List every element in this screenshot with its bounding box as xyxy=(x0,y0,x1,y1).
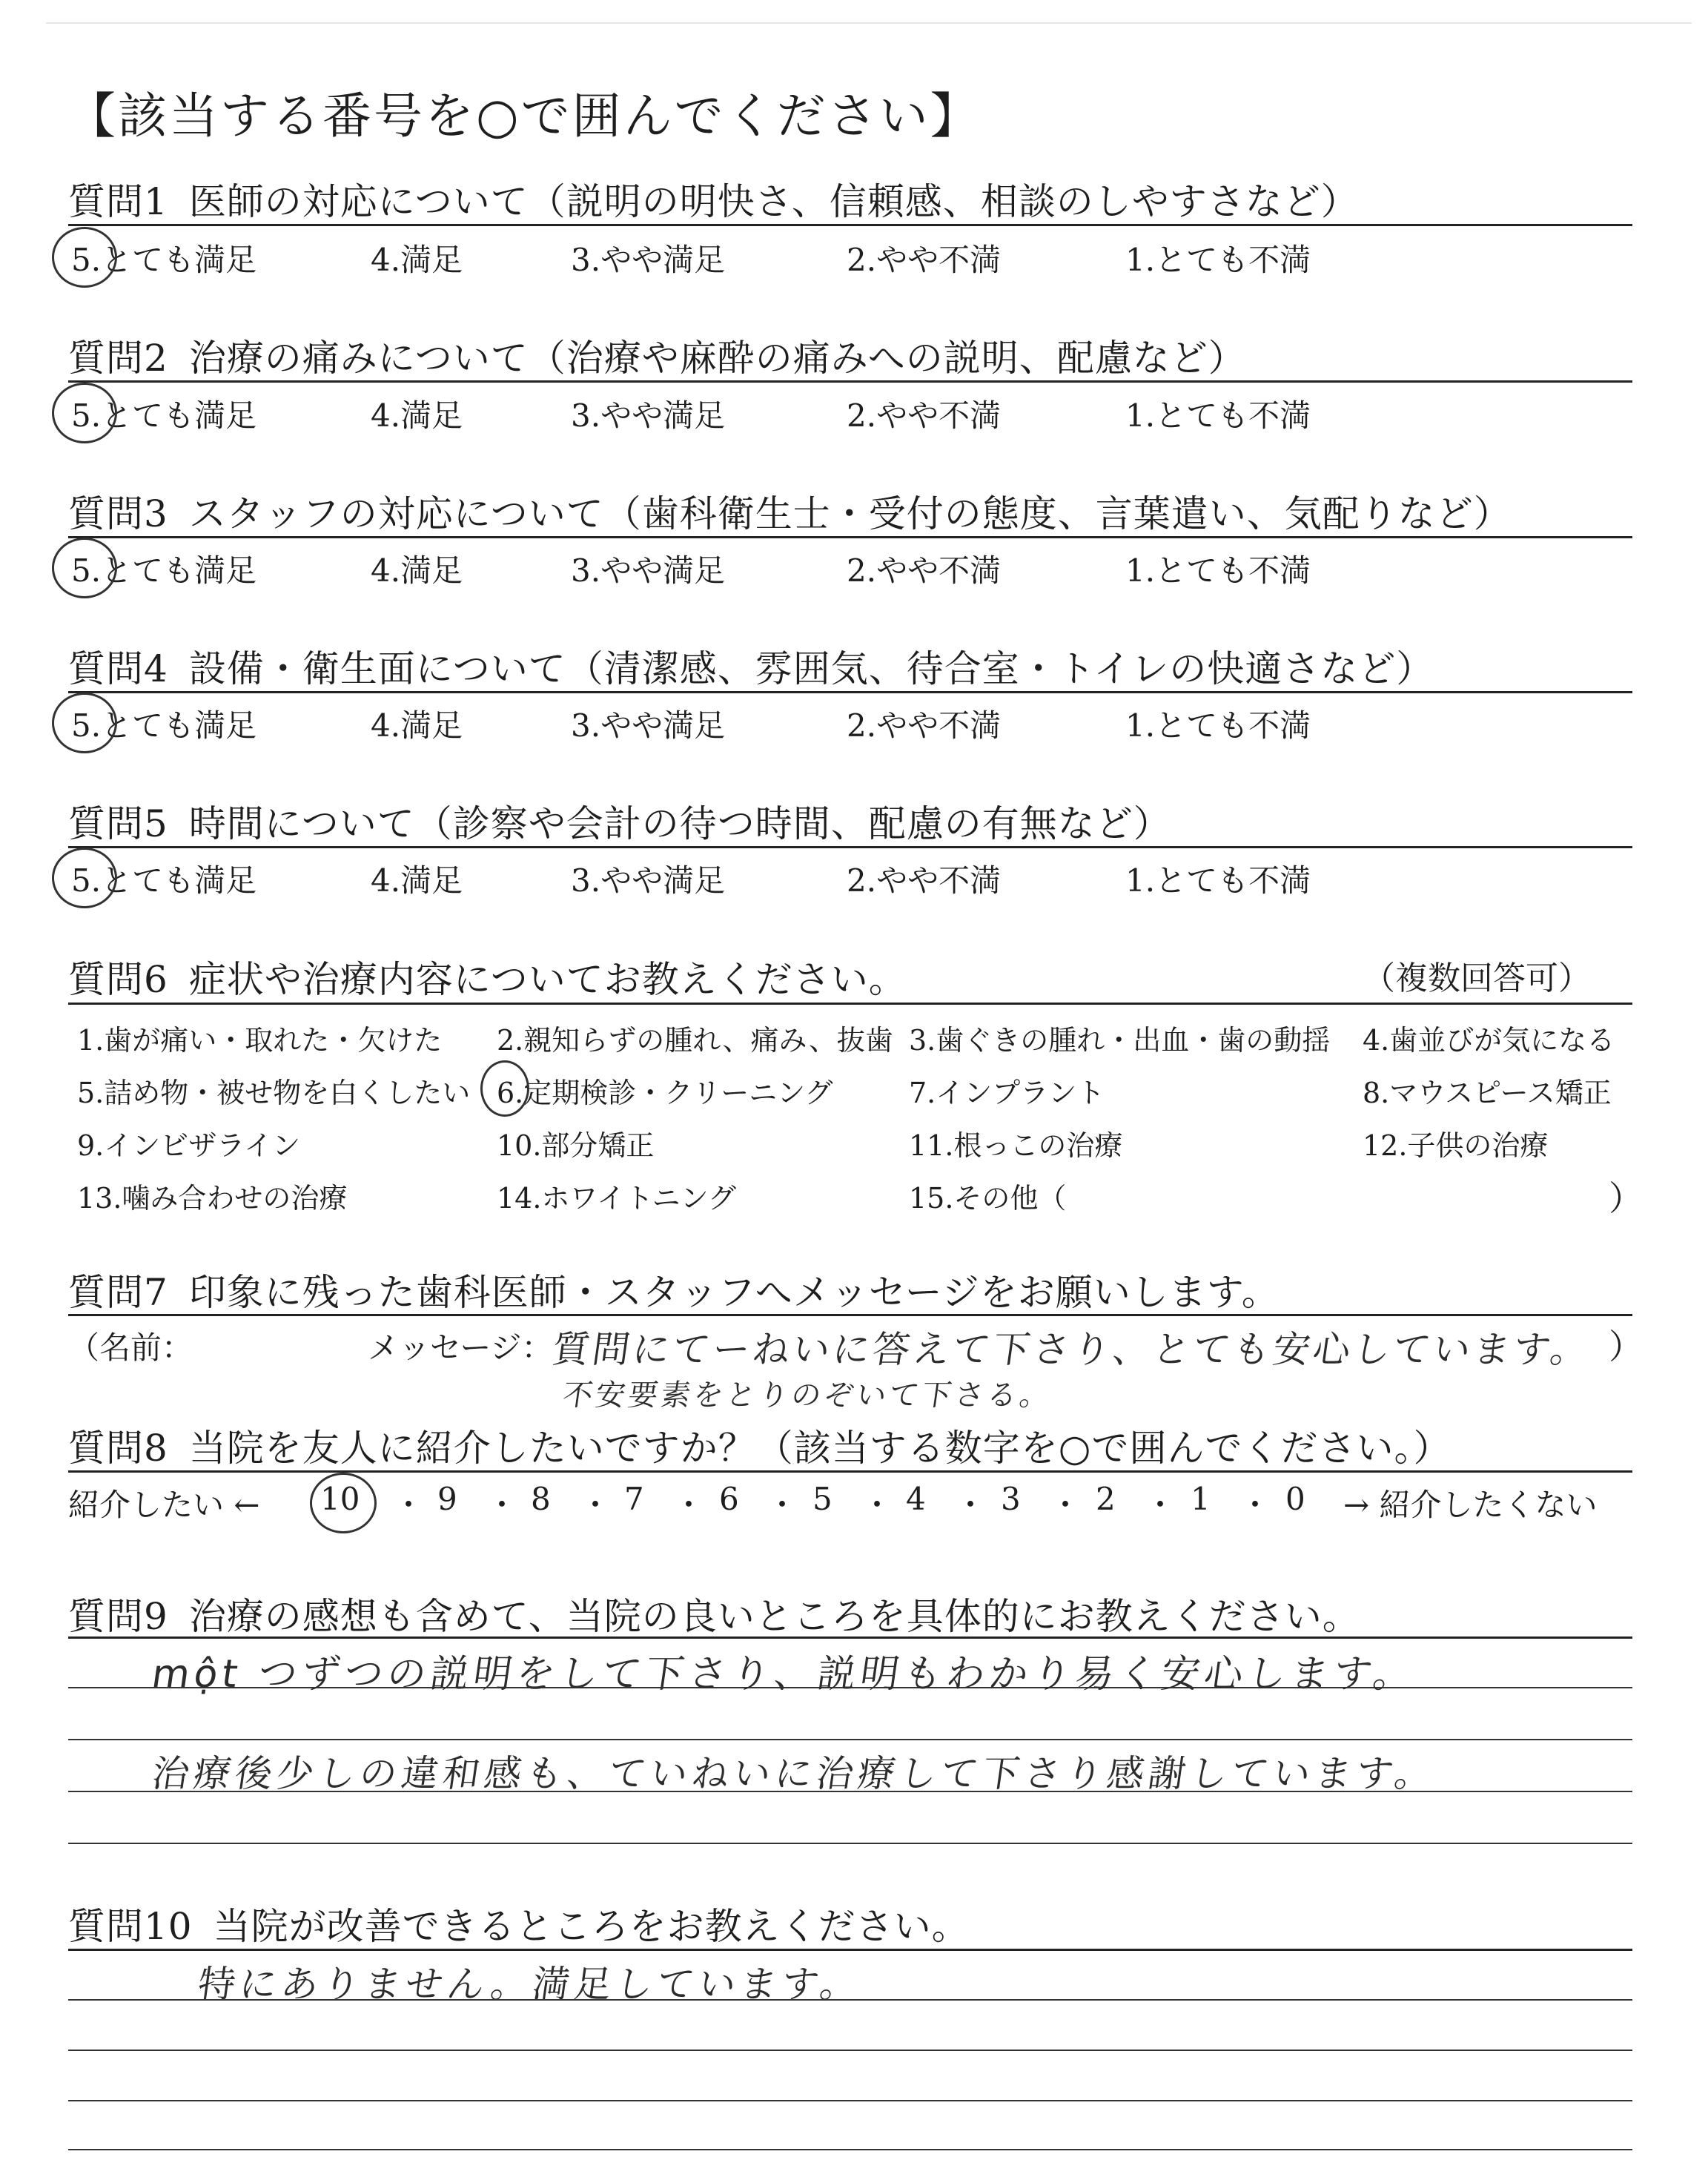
not-recommend-label: → 紹介したくない xyxy=(1343,1487,1598,1523)
scale-dot: ・ xyxy=(1145,1487,1176,1523)
option-1[interactable]: 1.とても不満 xyxy=(1125,707,1311,744)
answer-line xyxy=(68,2100,1632,2101)
question-text: 治療の痛みについて（治療や麻酔の痛みへの説明、配慮など） xyxy=(188,337,1246,380)
option-2[interactable]: 2.やや不満 xyxy=(847,242,1002,278)
scale-value[interactable]: 4 xyxy=(906,1481,926,1517)
option-1[interactable]: 1.とても不満 xyxy=(1125,397,1311,434)
scale-value[interactable]: 1 xyxy=(1191,1481,1211,1517)
option-5[interactable]: 5.とても満足 xyxy=(71,242,257,278)
option-2[interactable]: 2.やや不満 xyxy=(847,862,1002,899)
symptom-item[interactable]: 12.子供の治療 xyxy=(1363,1129,1549,1162)
option-4[interactable]: 4.満足 xyxy=(371,242,463,278)
selection-circle xyxy=(52,227,117,288)
question-number: 質問6 xyxy=(68,958,168,1001)
question-number: 質問2 xyxy=(68,337,168,380)
symptom-item[interactable]: 1.歯が痛い・取れた・欠けた xyxy=(77,1024,443,1057)
symptom-item[interactable]: 10.部分矯正 xyxy=(497,1129,655,1162)
scale-value[interactable]: 8 xyxy=(531,1481,551,1517)
recommend-label: 紹介したい ← xyxy=(68,1487,260,1523)
question-7 xyxy=(68,1263,1280,1316)
handwritten-answer: 治療後少しの違和感も、ていねいに治療して下さり感謝しています。 xyxy=(149,1752,1440,1795)
name-label: （名前： xyxy=(68,1330,193,1366)
scale-value[interactable]: 10 xyxy=(320,1481,360,1517)
selection-circle xyxy=(310,1473,377,1533)
question-text: 時間について（診察や会計の待つ時間、配慮の有無など） xyxy=(188,802,1171,845)
question-number: 質問10 xyxy=(68,1905,193,1948)
option-5[interactable]: 5.とても満足 xyxy=(71,397,257,434)
option-5[interactable]: 5.とても満足 xyxy=(71,707,257,744)
message-close-paren: ） xyxy=(1609,1327,1643,1367)
scale-value[interactable]: 3 xyxy=(1001,1481,1021,1517)
question-3 xyxy=(68,484,1512,538)
handwritten-answer: 特にありません。満足しています。 xyxy=(195,1963,865,2006)
multiple-answer-note: （複数回答可） xyxy=(1363,960,1591,997)
scale-dot: ・ xyxy=(1050,1487,1082,1523)
scale-dot: ・ xyxy=(1239,1487,1271,1523)
question-number: 質問4 xyxy=(68,647,168,690)
answer-line xyxy=(68,2050,1632,2051)
top-border xyxy=(46,22,1692,24)
question-6 xyxy=(68,950,907,1003)
option-3[interactable]: 3.やや満足 xyxy=(571,242,726,278)
question-8 xyxy=(68,1418,1451,1472)
other-close-paren: ） xyxy=(1609,1178,1643,1218)
divider xyxy=(68,1314,1632,1316)
symptom-item[interactable]: 13.噛み合わせの治療 xyxy=(77,1182,348,1215)
symptom-item[interactable]: 6.定期検診・クリーニング xyxy=(497,1077,833,1109)
handwritten-answer: một つずつの説明をして下さり、説明もわかり易く安心します。 xyxy=(149,1652,1420,1697)
scale-dot: ・ xyxy=(486,1487,518,1523)
option-4[interactable]: 4.満足 xyxy=(371,397,463,434)
question-text: 設備・衛生面について（清潔感、雰囲気、待合室・トイレの快適さなど） xyxy=(188,647,1434,690)
option-2[interactable]: 2.やや不満 xyxy=(847,552,1002,589)
option-1[interactable]: 1.とても不満 xyxy=(1125,242,1311,278)
scale-value[interactable]: 7 xyxy=(624,1481,644,1517)
symptom-item[interactable]: 11.根っこの治療 xyxy=(909,1129,1123,1162)
question-9 xyxy=(68,1587,1360,1640)
symptom-item[interactable]: 4.歯並びが気になる xyxy=(1363,1024,1615,1057)
divider xyxy=(68,846,1632,848)
symptom-item[interactable]: 3.歯ぐきの腫れ・出血・歯の動揺 xyxy=(909,1024,1331,1057)
question-number: 質問8 xyxy=(68,1427,168,1470)
selection-circle xyxy=(52,538,117,598)
option-3[interactable]: 3.やや満足 xyxy=(571,552,726,589)
option-1[interactable]: 1.とても不満 xyxy=(1125,552,1311,589)
scale-value[interactable]: 2 xyxy=(1096,1481,1116,1517)
option-2[interactable]: 2.やや不満 xyxy=(847,397,1002,434)
question-5 xyxy=(68,794,1171,848)
question-2 xyxy=(68,328,1246,382)
symptom-item[interactable]: 8.マウスピース矯正 xyxy=(1363,1077,1612,1109)
question-4 xyxy=(68,639,1434,693)
question-number: 質問5 xyxy=(68,802,168,845)
divider xyxy=(68,691,1632,693)
selection-circle xyxy=(52,383,117,443)
option-5[interactable]: 5.とても満足 xyxy=(71,552,257,589)
symptom-item[interactable]: 14.ホワイトニング xyxy=(497,1182,737,1215)
handwritten-message: 質問にてーねいに答えて下さり、とても安心しています。 xyxy=(549,1328,1594,1371)
divider xyxy=(68,224,1632,226)
option-3[interactable]: 3.やや満足 xyxy=(571,707,726,744)
divider xyxy=(68,536,1632,538)
scale-dot: ・ xyxy=(955,1487,987,1523)
question-text: スタッフの対応について（歯科衛生士・受付の態度、言葉遣い、気配りなど） xyxy=(188,492,1512,535)
question-number: 質問7 xyxy=(68,1271,168,1314)
scale-dot: ・ xyxy=(861,1487,893,1523)
question-number: 質問9 xyxy=(68,1595,168,1638)
scale-dot: ・ xyxy=(580,1487,612,1523)
scale-value[interactable]: 6 xyxy=(719,1481,739,1517)
question-10 xyxy=(68,1897,970,1950)
question-text: 治療の感想も含めて、当院の良いところを具体的にお教えください。 xyxy=(188,1595,1360,1638)
scale-dot: ・ xyxy=(767,1487,798,1523)
divider xyxy=(68,380,1632,383)
option-3[interactable]: 3.やや満足 xyxy=(571,862,726,899)
question-text: 当院を友人に紹介したいですか？（該当する数字を○で囲んでください。） xyxy=(188,1427,1452,1470)
option-2[interactable]: 2.やや不満 xyxy=(847,707,1002,744)
scale-value[interactable]: 9 xyxy=(437,1481,457,1517)
divider xyxy=(68,1003,1632,1005)
question-text: 医師の対応について（説明の明快さ、信頼感、相談のしやすさなど） xyxy=(188,180,1359,223)
answer-line xyxy=(68,1843,1632,1844)
scale-value[interactable]: 5 xyxy=(812,1481,833,1517)
divider xyxy=(68,1636,1632,1639)
handwritten-message: 不安要素をとりのぞいて下さる。 xyxy=(560,1378,1055,1413)
symptom-item[interactable]: 15.その他（ xyxy=(909,1182,1067,1215)
option-4[interactable]: 4.満足 xyxy=(371,862,463,899)
scale-dot: ・ xyxy=(673,1487,705,1523)
symptom-item[interactable]: 7.インプラント xyxy=(909,1077,1105,1109)
symptom-item[interactable]: 2.親知らずの腫れ、痛み、抜歯 xyxy=(497,1024,893,1057)
option-4[interactable]: 4.満足 xyxy=(371,552,463,589)
question-number: 質問1 xyxy=(68,180,168,223)
selection-circle xyxy=(480,1060,529,1117)
symptom-item[interactable]: 9.インビザライン xyxy=(77,1129,301,1162)
divider xyxy=(68,1470,1632,1473)
divider xyxy=(68,1949,1632,1951)
question-text: 症状や治療内容についてお教えください。 xyxy=(188,958,907,1001)
selection-circle xyxy=(52,848,117,908)
scale-value[interactable]: 0 xyxy=(1285,1481,1305,1517)
option-3[interactable]: 3.やや満足 xyxy=(571,397,726,434)
question-1 xyxy=(68,172,1359,225)
message-label: メッセージ： xyxy=(368,1330,553,1366)
symptom-item[interactable]: 5.詰め物・被せ物を白くしたい xyxy=(77,1077,471,1109)
question-text: 当院が改善できるところをお教えください。 xyxy=(213,1905,970,1948)
question-number: 質問3 xyxy=(68,492,168,535)
page-title: 【該当する番号を○で囲んでください】 xyxy=(67,87,982,145)
scale-dot: ・ xyxy=(393,1487,425,1523)
selection-circle xyxy=(52,693,117,753)
option-5[interactable]: 5.とても満足 xyxy=(71,862,257,899)
answer-line xyxy=(68,2149,1632,2150)
option-4[interactable]: 4.満足 xyxy=(371,707,463,744)
answer-line xyxy=(68,1739,1632,1740)
question-text: 印象に残った歯科医師・スタッフへメッセージをお願いします。 xyxy=(188,1271,1280,1314)
option-1[interactable]: 1.とても不満 xyxy=(1125,862,1311,899)
